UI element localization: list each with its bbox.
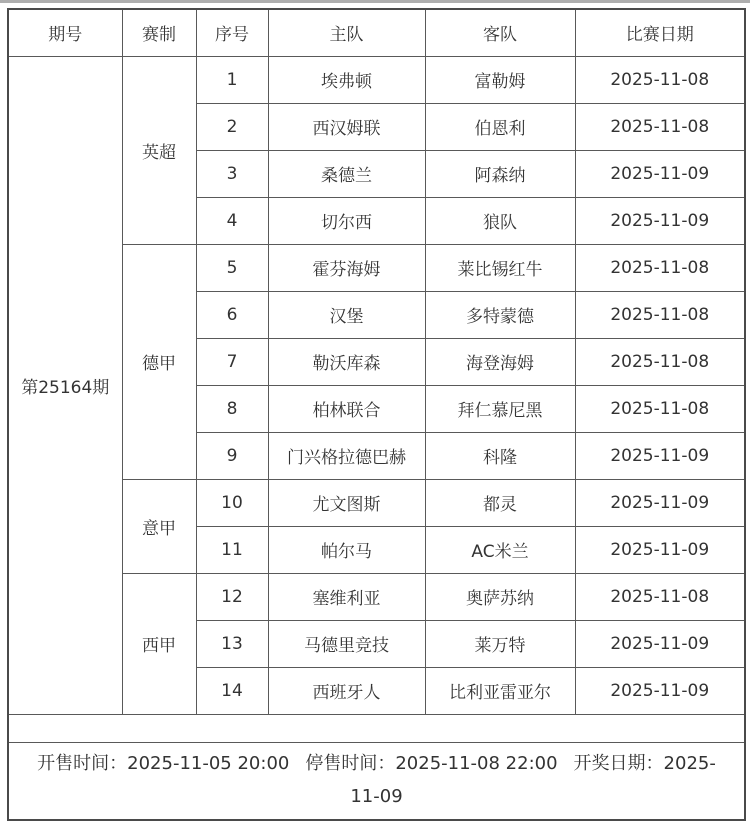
match-seq: 4 [196, 197, 268, 244]
header-period: 期号 [8, 9, 122, 56]
header-away: 客队 [425, 9, 575, 56]
match-date: 2025-11-08 [575, 103, 745, 150]
match-seq: 2 [196, 103, 268, 150]
period-cell: 第25164期 [8, 56, 122, 714]
onsale-time-value: 2025-11-05 20:00 [127, 753, 290, 775]
home-team: 尤文图斯 [268, 479, 425, 526]
match-date: 2025-11-09 [575, 197, 745, 244]
home-team: 柏林联合 [268, 385, 425, 432]
away-team: AC米兰 [425, 526, 575, 573]
match-seq: 6 [196, 291, 268, 338]
match-date: 2025-11-09 [575, 479, 745, 526]
away-team: 狼队 [425, 197, 575, 244]
home-team: 汉堡 [268, 291, 425, 338]
match-seq: 9 [196, 432, 268, 479]
home-team: 切尔西 [268, 197, 425, 244]
match-date: 2025-11-08 [575, 291, 745, 338]
match-date: 2025-11-09 [575, 620, 745, 667]
header-seq: 序号 [196, 9, 268, 56]
away-team: 都灵 [425, 479, 575, 526]
away-team: 奥萨苏纳 [425, 573, 575, 620]
away-team: 多特蒙德 [425, 291, 575, 338]
home-team: 西汉姆联 [268, 103, 425, 150]
match-date: 2025-11-08 [575, 56, 745, 103]
draw-date-label: 开奖日期： [573, 753, 664, 775]
match-seq: 14 [196, 667, 268, 714]
header-home: 主队 [268, 9, 425, 56]
footer-cell [8, 742, 745, 820]
offsale-time-label: 停售时间： [305, 753, 396, 775]
away-team: 海登海姆 [425, 338, 575, 385]
match-seq: 11 [196, 526, 268, 573]
spacer-row [8, 714, 745, 742]
home-team: 西班牙人 [268, 667, 425, 714]
home-team: 埃弗顿 [268, 56, 425, 103]
away-team: 拜仁慕尼黑 [425, 385, 575, 432]
onsale-time-label: 开售时间： [37, 753, 128, 775]
home-team: 马德里竞技 [268, 620, 425, 667]
match-date: 2025-11-09 [575, 432, 745, 479]
match-seq: 13 [196, 620, 268, 667]
match-date: 2025-11-08 [575, 573, 745, 620]
match-seq: 8 [196, 385, 268, 432]
home-team: 桑德兰 [268, 150, 425, 197]
league-cell: 德甲 [122, 244, 196, 479]
match-seq: 7 [196, 338, 268, 385]
away-team: 比利亚雷亚尔 [425, 667, 575, 714]
home-team: 勒沃库森 [268, 338, 425, 385]
match-row [8, 56, 745, 103]
match-seq: 5 [196, 244, 268, 291]
match-date: 2025-11-08 [575, 338, 745, 385]
match-date: 2025-11-08 [575, 385, 745, 432]
home-team: 门兴格拉德巴赫 [268, 432, 425, 479]
home-team: 霍芬海姆 [268, 244, 425, 291]
match-seq: 3 [196, 150, 268, 197]
match-seq: 1 [196, 56, 268, 103]
match-date: 2025-11-09 [575, 150, 745, 197]
league-cell: 西甲 [122, 573, 196, 714]
footer-text [27, 748, 727, 813]
footer-row [8, 742, 745, 820]
match-seq: 10 [196, 479, 268, 526]
header-date: 比赛日期 [575, 9, 745, 56]
home-team: 塞维利亚 [268, 573, 425, 620]
header-league: 赛制 [122, 9, 196, 56]
home-team: 帕尔马 [268, 526, 425, 573]
draw-date-value: 2025-11-09 [350, 753, 716, 807]
away-team: 莱比锡红牛 [425, 244, 575, 291]
away-team: 莱万特 [425, 620, 575, 667]
league-cell: 意甲 [122, 479, 196, 573]
offsale-time-value: 2025-11-08 22:00 [395, 753, 558, 775]
page-top-edge [0, 0, 750, 3]
spacer-cell [8, 714, 745, 742]
away-team: 阿森纳 [425, 150, 575, 197]
match-date: 2025-11-09 [575, 667, 745, 714]
match-date: 2025-11-09 [575, 526, 745, 573]
away-team: 富勒姆 [425, 56, 575, 103]
match-date: 2025-11-08 [575, 244, 745, 291]
league-cell: 英超 [122, 56, 196, 244]
table-header-row [8, 9, 745, 56]
match-seq: 12 [196, 573, 268, 620]
away-team: 科隆 [425, 432, 575, 479]
match-schedule-table [7, 8, 746, 821]
away-team: 伯恩利 [425, 103, 575, 150]
